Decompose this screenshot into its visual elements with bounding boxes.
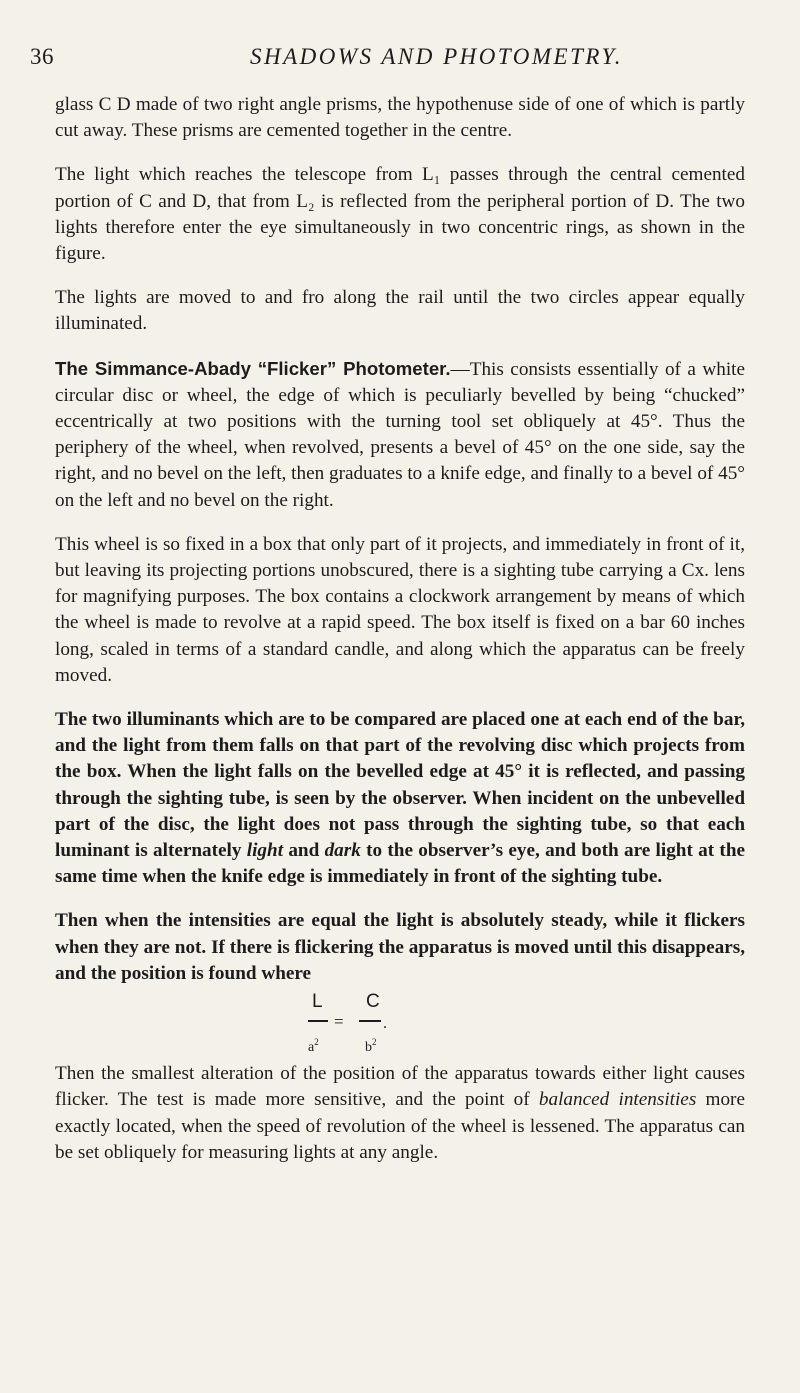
paragraph-prism-glass: glass C D made of two right angle prisms, the hypothenuse side of one of which is partly cut away. These prisms are cemented together in the centre. (55, 94, 745, 142)
den-left-base: a (308, 1040, 315, 1056)
alteration-text-a: Then the smallest alteration of the position of the apparatus towards either light causes flicker. The test is made more sensitive, and the point of (55, 1063, 745, 1111)
paragraph-telescope-light: The light which reaches the telescope from L₁ passes through the central cemented portion of C and D, that from L₂ is reflected from the peripheral portion of D. The two lights therefore enter the eye simultaneously in two concentric rings, as shown in the figure. (55, 164, 745, 265)
illuminants-text-a: The two illuminants which are to be compared are placed one at each end of the bar, and the light from them falls on that part of the revolving disc which projects from the box. When the light falls on the bevelled edge at 45° it is reflected, and passing through the sighting tube, is seen by the observer. When incident on the unbevelled part of the disc, the light does not pass through the sighting tube, so that each luminant is alternately (55, 709, 745, 862)
den-left-exponent: 2 (314, 1037, 319, 1048)
formula-numerator-left: L (312, 991, 323, 1013)
illuminants-text-b: to the observer’s eye, and both are light at the same time when the knife edge is immediately in front of the sighting tube. (55, 840, 746, 888)
fraction-bar-right (359, 1020, 381, 1022)
formula-period: . (383, 1015, 387, 1033)
paragraph-smallest-alteration (55, 1061, 745, 1166)
paragraph-illuminants (55, 707, 745, 890)
paragraph-intensities: Then when the intensities are equal the light is absolutely steady, while it flickers when they are not. If there is flickering the apparatus is moved until this disappears, and the position is found where (55, 910, 745, 984)
den-right-exponent: 2 (372, 1037, 377, 1048)
formula (55, 989, 745, 1061)
section-heading: The Simmance-Abady “Flicker” Photometer. (55, 357, 451, 379)
running-head (0, 44, 800, 74)
running-title: SHADOWS AND PHOTOMETRY. (250, 44, 623, 69)
body-text (55, 92, 745, 1166)
paragraph-rail: The lights are moved to and fro along the rail until the two circles appear equally illuminated. (55, 287, 745, 335)
paragraph-flicker-body: —This consists essentially of a white circular disc or wheel, the edge of which is peculiarly bevelled by being “chucked” eccentrically at two positions with the turning tool set obliquely at 45°. Thus the periphery of the wheel, when revolved, presents a bevel of 45° on the one side, say the right, and no bevel on the left, then graduates to a knife edge, and finally to a bevel of 45° on the left and no bevel on the right. (55, 358, 745, 511)
den-right-base: b (365, 1040, 372, 1056)
italic-balanced: balanced intensities (538, 1089, 697, 1111)
page-number: 36 (30, 44, 54, 69)
illuminants-and: and (283, 840, 325, 862)
formula-equals: = (334, 1012, 344, 1032)
alteration-text-b: more exactly located, when the speed of revolution of the wheel is lessened. The apparatus can be set obliquely for measuring lights at any angle. (55, 1089, 745, 1163)
formula-denominator-right (365, 1029, 377, 1061)
italic-dark: dark (324, 840, 361, 862)
italic-light: light (246, 840, 284, 862)
paragraph-wheel-box: This wheel is so fixed in a box that only part of it projects, and immediately in front of it, but leaving its projecting portions unobscured, there is a sighting tube carrying a Cx. lens for magnifying purposes. The box contains a clockwork arrangement by means of which the wheel is made to revolve at a rapid speed. The box itself is fixed on a bar 60 inches long, scaled in terms of a standard candle, and along which the apparatus can be freely moved. (55, 533, 745, 686)
formula-numerator-right: C (366, 991, 380, 1013)
fraction-bar-left (308, 1020, 328, 1022)
formula-denominator-left (308, 1029, 319, 1061)
paragraph-flicker-photometer (55, 356, 745, 514)
